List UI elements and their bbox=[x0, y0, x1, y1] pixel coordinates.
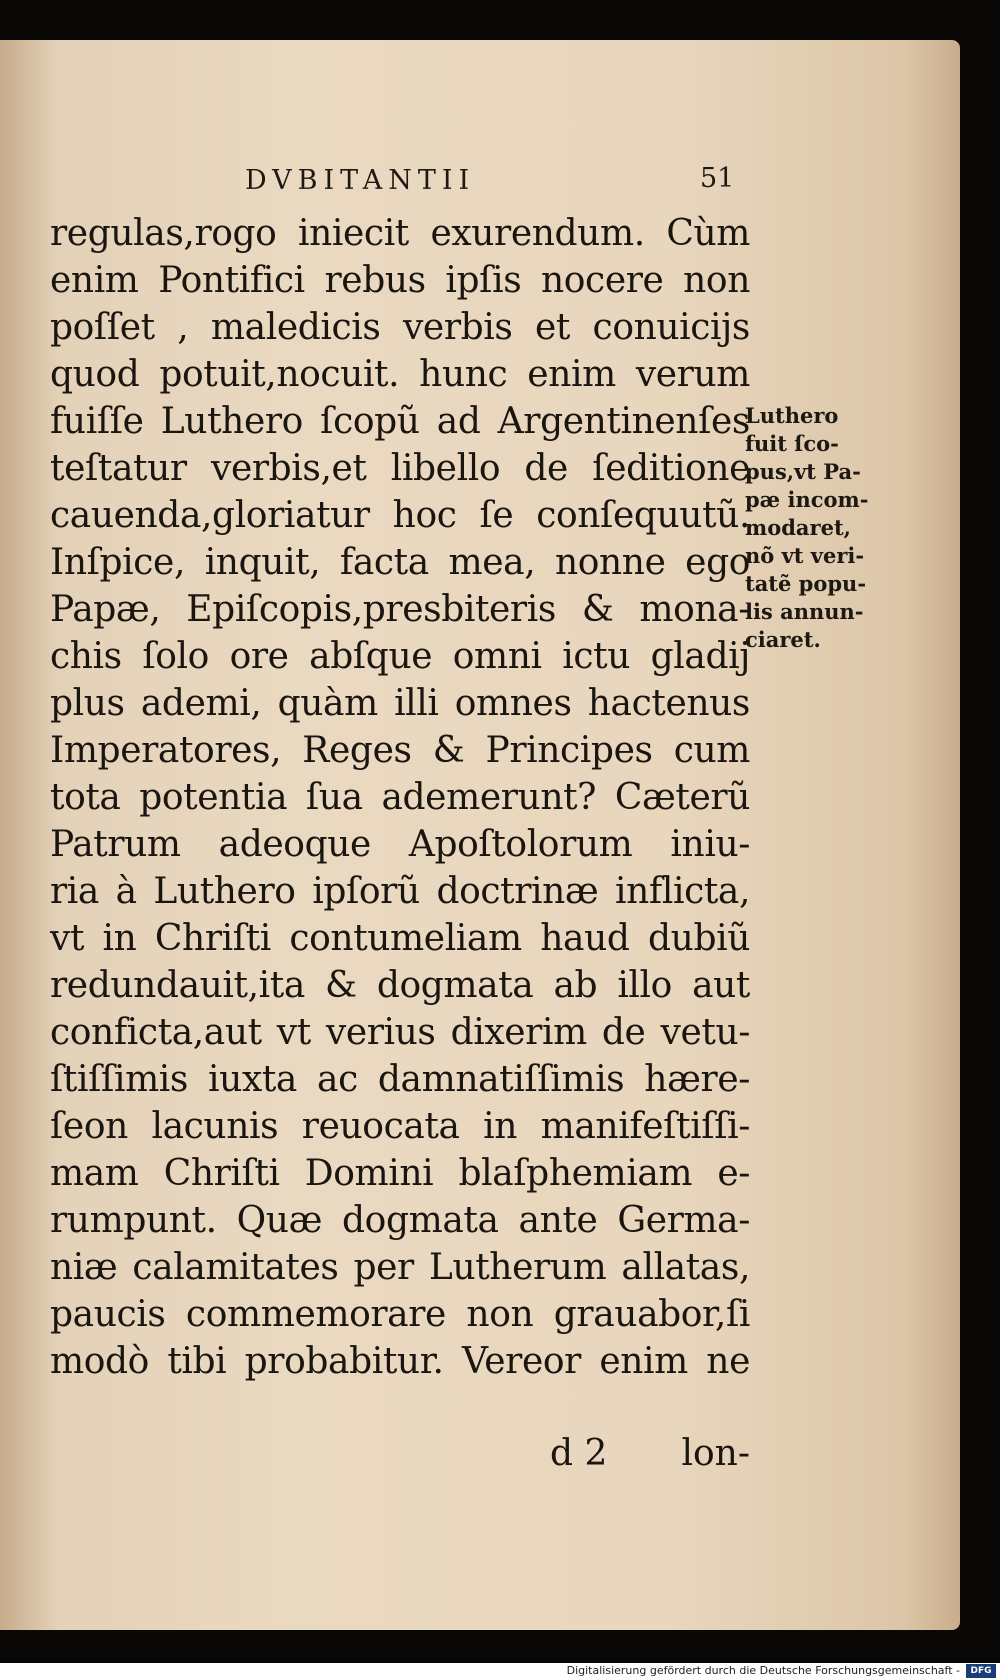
running-head: DVBITANTII bbox=[245, 165, 476, 196]
text-line: teſtatur verbis,et libello de ſeditione bbox=[50, 448, 750, 489]
catchline bbox=[50, 1430, 750, 1477]
text-line: niæ calamitates per Lutherum allatas, bbox=[50, 1247, 750, 1288]
body-text bbox=[50, 210, 750, 1385]
credit-footer bbox=[0, 1663, 1000, 1680]
text-line: modò tibi probabitur. Vereor enim ne bbox=[50, 1341, 750, 1382]
text-line: ria à Luthero ipſorũ doctrinæ inflicta, bbox=[50, 871, 750, 912]
marginal-line: lis annun- bbox=[745, 599, 864, 624]
text-line: cauenda,gloriatur hoc ſe conſequutũ. bbox=[50, 495, 750, 536]
text-line: Papæ, Epiſcopis,presbiteris & mona- bbox=[50, 589, 750, 630]
text-line: fuiſſe Luthero ſcopũ ad Argentinenſes bbox=[50, 401, 750, 442]
text-line: enim Pontifici rebus ipſis nocere non bbox=[50, 260, 750, 301]
text-line: ſeon lacunis reuocata in manifeſtiſſi- bbox=[50, 1106, 750, 1147]
marginal-note bbox=[745, 402, 895, 654]
book-page bbox=[0, 40, 960, 1630]
text-line: conficta,aut vt verius dixerim de vetu- bbox=[50, 1012, 750, 1053]
text-line: ſtiſſimis iuxta ac damnatiſſimis hære- bbox=[50, 1059, 750, 1100]
marginal-line: nõ vt veri- bbox=[745, 543, 865, 568]
marginal-line: modaret, bbox=[745, 515, 851, 540]
marginal-line: pus,vt Pa- bbox=[745, 459, 861, 484]
text-line: Patrum adeoque Apoſtolorum iniu- bbox=[50, 824, 750, 865]
text-line: chis ſolo ore abſque omni ictu gladij bbox=[50, 636, 750, 677]
text-line: plus ademi, quàm illi omnes hactenus bbox=[50, 683, 750, 724]
marginal-line: tatẽ popu- bbox=[745, 571, 867, 596]
text-line: quod potuit,nocuit. hunc enim verum bbox=[50, 354, 750, 395]
marginal-line: Luthero bbox=[745, 403, 839, 428]
text-line: mam Chriſti Domini blaſphemiam e- bbox=[50, 1153, 750, 1194]
marginal-line: pæ incom- bbox=[745, 487, 869, 512]
text-line: regulas,rogo iniecit exurendum. Cùm bbox=[50, 213, 750, 254]
dfg-logo: DFG bbox=[966, 1664, 996, 1678]
text-line: redundauit,ita & dogmata ab illo aut bbox=[50, 965, 750, 1006]
page-number: 51 bbox=[700, 163, 735, 194]
marginal-line: fuit ſco- bbox=[745, 431, 839, 456]
text-line: rumpunt. Quæ dogmata ante Germa- bbox=[50, 1200, 750, 1241]
text-line: Imperatores, Reges & Principes cum bbox=[50, 730, 750, 771]
signature-mark: d 2 bbox=[550, 1433, 608, 1474]
text-line: vt in Chriſti contumeliam haud dubiũ bbox=[50, 918, 750, 959]
text-line: tota potentia ſua ademerunt? Cæterũ bbox=[50, 777, 750, 818]
text-line: poſſet , maledicis verbis et conuicijs bbox=[50, 307, 750, 348]
marginal-line: ciaret. bbox=[745, 627, 821, 652]
page-header bbox=[0, 165, 960, 205]
credit-text: Digitalisierung gefördert durch die Deutsche Forschungsgemeinschaft - bbox=[566, 1664, 960, 1677]
text-line: paucis commemorare non grauabor,ſi bbox=[50, 1294, 750, 1335]
catchword: lon- bbox=[681, 1433, 750, 1474]
text-line: Inſpice, inquit, facta mea, nonne ego bbox=[50, 542, 750, 583]
